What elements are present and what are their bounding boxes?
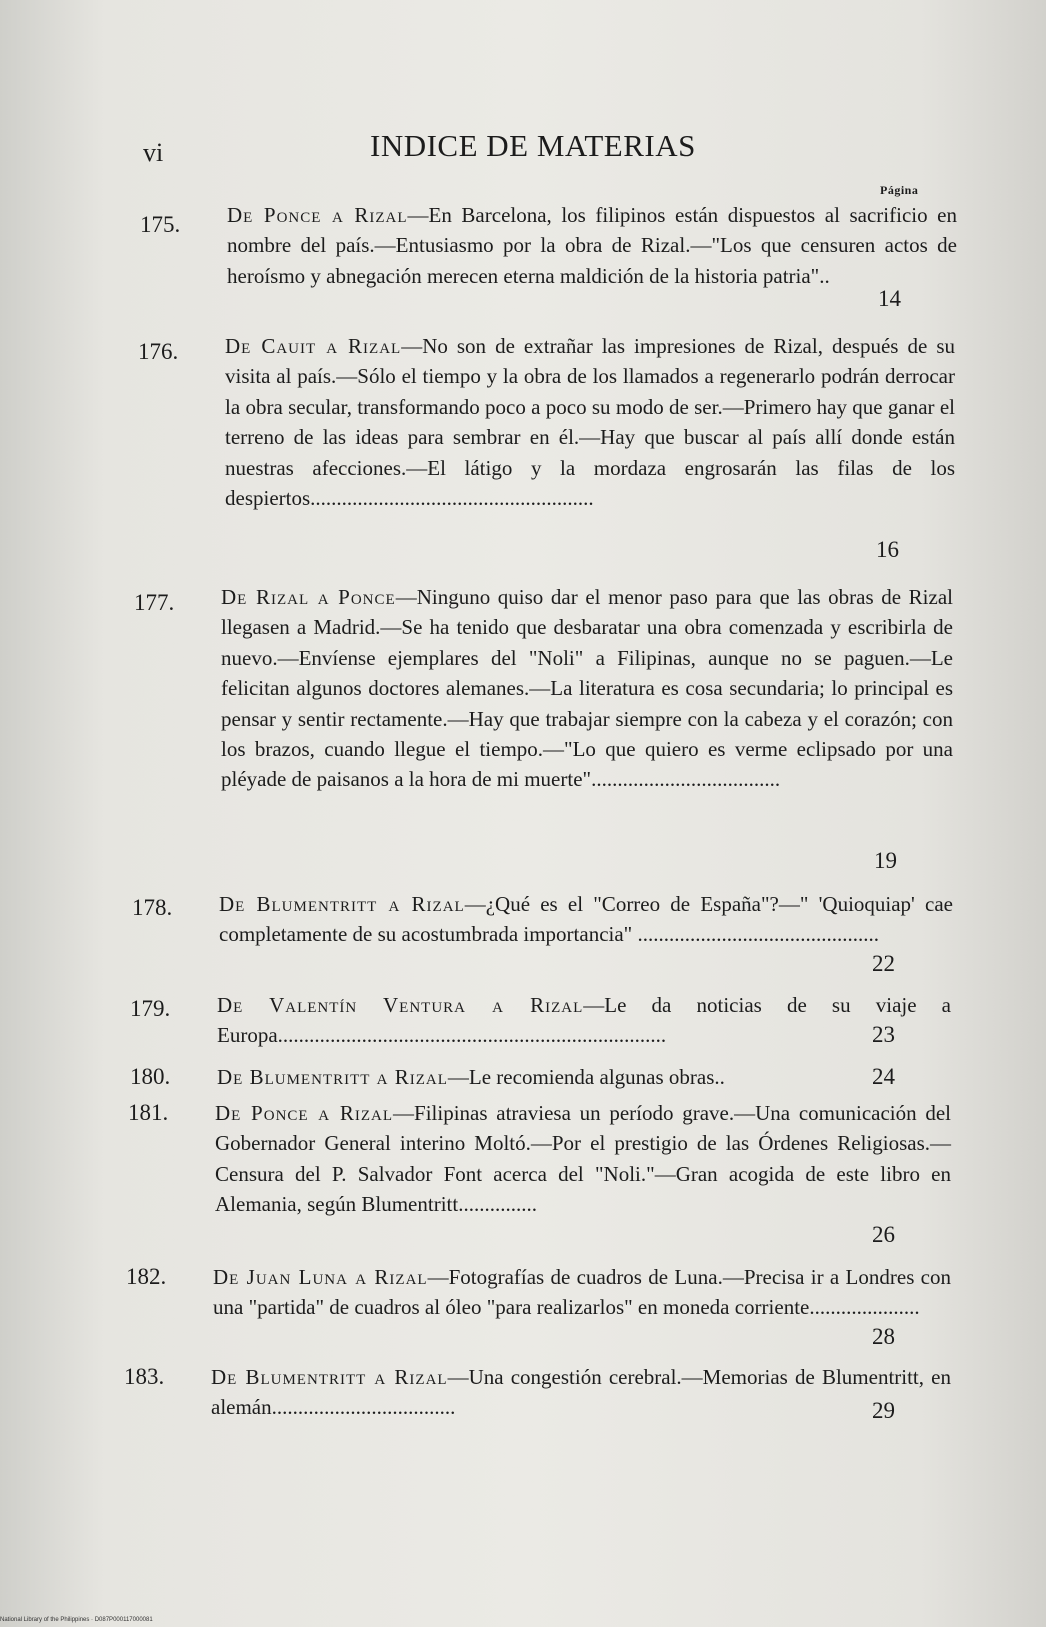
- entry-number: 175.: [140, 212, 181, 237]
- entry-number: 182.: [126, 1264, 167, 1289]
- page-folio: vi: [143, 138, 164, 167]
- entry-text: [130, 1062, 951, 1092]
- entry-title: De Cauit a Rizal: [225, 334, 402, 358]
- entry-page-number: 19: [874, 848, 897, 873]
- entry-text: [126, 1262, 951, 1323]
- entry-page-number: 16: [876, 537, 899, 562]
- entry-title: De Blumentritt a Rizal: [219, 892, 465, 916]
- entry-page-number: 14: [878, 286, 901, 311]
- entry-description: —Fotografías de cuadros de Luna.—Precisa ir a Londres con una "partida" de cuadros al óleo "para realizarlos" en moneda corriente.....................: [213, 1265, 951, 1320]
- scan-footer: National Library of the Philippines · D087P000117000081: [0, 1617, 153, 1623]
- entry-description: —En Barcelona, los filipinos están dispuestos al sacrificio en nombre del país.—Entusiasmo por la obra de Rizal.—"Los que censuren actos de heroísmo y abnegación merecen eterna maldición de la historia patria"..: [227, 203, 957, 288]
- entry-number: 180.: [130, 1064, 171, 1089]
- entry-description: —Filipinas atraviesa un período grave.—Una comunicación del Gobernador General interino Moltó.—Por el prestigio de las Órdenes Religiosas.—Censura del P. Salvador Font acerca del "Noli."—Gran acogida de este libro en Alemania, según Blumentritt...............: [215, 1101, 951, 1217]
- entry-description: —¿Qué es el "Correo de España"?—" 'Quioquiap' cae completamente de su acostumbrada importancia" ..............................................: [219, 892, 953, 947]
- entry-title: De Blumentritt a Rizal: [211, 1365, 448, 1389]
- entry-page-number: 24: [872, 1064, 895, 1089]
- entry-page-number: 28: [872, 1324, 895, 1349]
- entry-description: —Una congestión cerebral.—Memorias de Blumentritt, en alemán...................................: [211, 1365, 951, 1420]
- entry-text: [140, 200, 957, 291]
- entry-description: —Ninguno quiso dar el menor paso para que las obras de Rizal llegasen a Madrid.—Se ha tenido que desbaratar una obra comenzada y escribirla de nuevo.—Envíense ejemplares del "Noli" a Filipinas, aunque no se paguen.—Le felicitan algunos doctores alemanes.—La literatura es cosa secundaria; lo principal es pensar y sentir rectamente.—Hay que trabajar siempre con la cabeza y el corazón; con los brazos, cuando llegue el tiempo.—"Lo que quiero es verme eclipsado por una pléyade de paisanos a la hora de mi muerte"....................................: [221, 585, 953, 792]
- entry-page-number: 22: [872, 951, 895, 976]
- entry-text: [124, 1362, 951, 1423]
- entry-description: —No son de extrañar las impresiones de Rizal, después de su visita al país.—Sólo el tiempo y la obra de los llamados a regenerarlo podrán derrocar la obra secular, transformando poco a poco su modo de ser.—Primero hay que ganar el terreno de las ideas para sembrar en él.—Hay que buscar al país allí donde están nuestras afecciones.—El látigo y la mordaza engrosarán las filas de los despiertos......................................................: [225, 334, 955, 511]
- entry-text: [130, 990, 951, 1051]
- page-column-label: Página: [880, 183, 919, 197]
- page-title: INDICE DE MATERIAS: [370, 128, 696, 163]
- entry-title: De Blumentritt a Rizal: [217, 1065, 448, 1089]
- entry-number: 177.: [134, 590, 175, 615]
- entry-description: —Le da noticias de su viaje a Europa..........................................................................: [217, 993, 952, 1048]
- entry-title: De Valentín Ventura a Rizal: [217, 993, 584, 1017]
- entry-number: 183.: [124, 1364, 165, 1389]
- entry-page-number: 26: [872, 1222, 895, 1247]
- entry-number: 181.: [128, 1100, 169, 1125]
- entry-text: [132, 889, 953, 950]
- entry-title: De Ponce a Rizal: [215, 1101, 394, 1125]
- entry-title: De Ponce a Rizal: [227, 203, 408, 227]
- entry-text: [128, 1098, 951, 1220]
- entry-page-number: 29: [872, 1398, 895, 1423]
- entry-number: 178.: [132, 895, 173, 920]
- entry-text: [138, 331, 955, 513]
- entry-number: 176.: [138, 339, 179, 364]
- entry-title: De Juan Luna a Rizal: [213, 1265, 428, 1289]
- entry-number: 179.: [130, 996, 171, 1021]
- entry-text: [134, 582, 953, 795]
- entry-title: De Rizal a Ponce: [221, 585, 396, 609]
- entry-page-number: 23: [872, 1022, 895, 1047]
- entry-description: —Le recomienda algunas obras..: [447, 1065, 725, 1089]
